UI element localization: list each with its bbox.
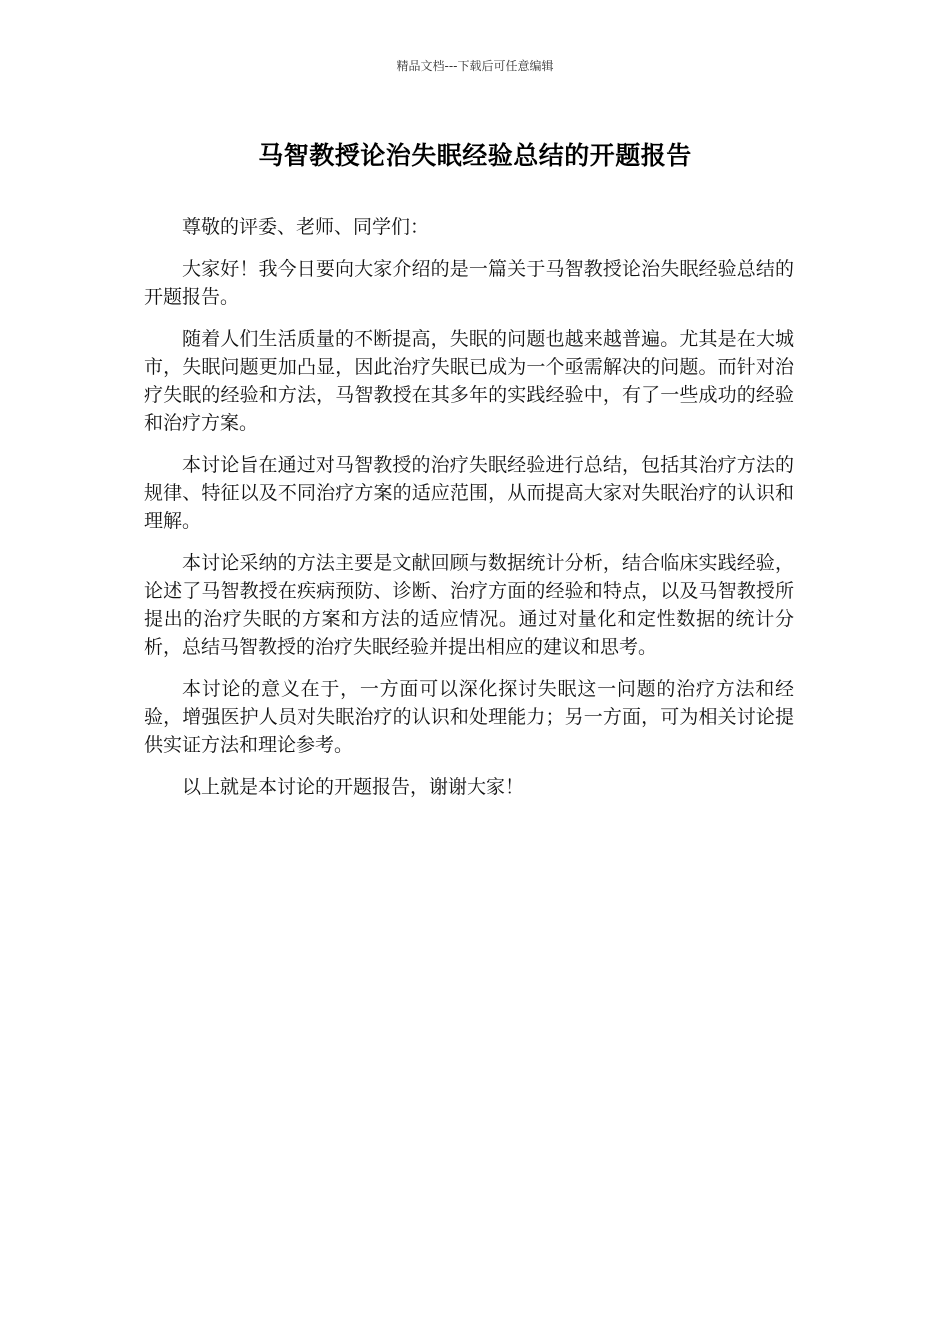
paragraph-objective: 本讨论旨在通过对马智教授的治疗失眠经验进行总结，包括其治疗方法的规律、特征以及不同治疗方案的适应范围，从而提高大家对失眠治疗的认识和理解。 <box>144 454 794 532</box>
paragraph-introduction: 大家好！我今日要向大家介绍的是一篇关于马智教授论治失眠经验总结的开题报告。 <box>144 258 794 308</box>
header-note: 精品文档---下载后可任意编辑 <box>396 59 554 73</box>
paragraph-closing: 以上就是本讨论的开题报告，谢谢大家！ <box>182 776 525 798</box>
paragraph-method: 本讨论采纳的方法主要是文献回顾与数据统计分析，结合临床实践经验，论述了马智教授在疾病预防、诊断、治疗方面的经验和特点，以及马智教授所提出的治疗失眠的方案和方法的适应情况。通过对量化和定性数据的统计分析，总结马智教授的治疗失眠经验并提出相应的建议和思考。 <box>144 552 794 658</box>
document-title: 马智教授论治失眠经验总结的开题报告 <box>258 141 692 170</box>
paragraph-significance: 本讨论的意义在于，一方面可以深化探讨失眠这一问题的治疗方法和经验，增强医护人员对失眠治疗的认识和处理能力；另一方面，可为相关讨论提供实证方法和理论参考。 <box>144 678 794 756</box>
paragraph-background: 随着人们生活质量的不断提高，失眠的问题也越来越普遍。尤其是在大城市，失眠问题更加凸显，因此治疗失眠已成为一个亟需解决的问题。而针对治疗失眠的经验和方法，马智教授在其多年的实践经验中，有了一些成功的经验和治疗方案。 <box>144 328 794 434</box>
paragraph-greeting: 尊敬的评委、老师、同学们： <box>182 216 430 238</box>
document-body <box>144 213 794 815</box>
